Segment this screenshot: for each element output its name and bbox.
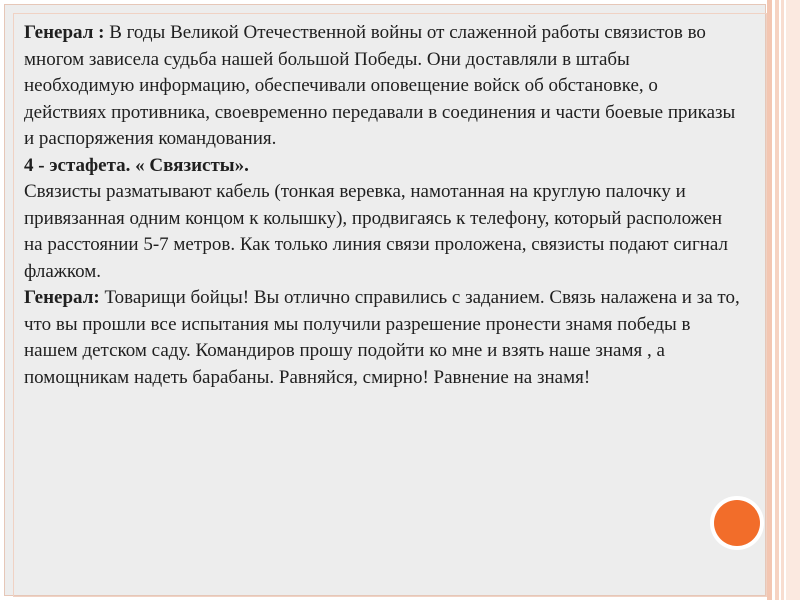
decorative-stripe: [781, 0, 784, 600]
orange-circle-icon: [714, 500, 760, 546]
paragraph-general-intro: [24, 20, 744, 153]
slide-text: [24, 20, 744, 391]
decorative-stripe: [775, 0, 779, 600]
paragraph-general-closing: [24, 285, 744, 391]
speaker-label: Генерал:: [24, 287, 100, 308]
decorative-stripe: [767, 0, 772, 600]
relay-description: Связисты разматывают кабель (тонкая веревка, намотанная на круглую палочку и привязанная одним концом к колышку), продвигаясь к телефону, который расположен на расстоянии 5-7 метров. Как только линия связи проложена, связисты подают сигнал флажком.: [24, 181, 728, 282]
relay-title: 4 - эстафета. « Связисты».: [24, 154, 249, 176]
speaker-label: Генерал :: [24, 22, 105, 43]
paragraph-text: Товарищи бойцы! Вы отлично справились с заданием. Связь налажена и за то, что вы прошли все испытания мы получили разрешение пронести знамя победы в нашем детском саду. Командиров прошу подойти ко мне и взять наше знамя , а помощникам надеть барабаны. Равняйся, смирно! Равнение на знамя!: [24, 287, 740, 388]
paragraph-text: В годы Великой Отечественной войны от слаженной работы связистов во многом зависела судьба нашей большой Победы. Они доставляли в штабы необходимую информацию, обеспечивали оповещение войск об обстановке, о действиях противника, своевременно передавали в соединения и части боевые приказы и распоряжения командования.: [24, 22, 736, 149]
decorative-stripe: [786, 0, 800, 600]
